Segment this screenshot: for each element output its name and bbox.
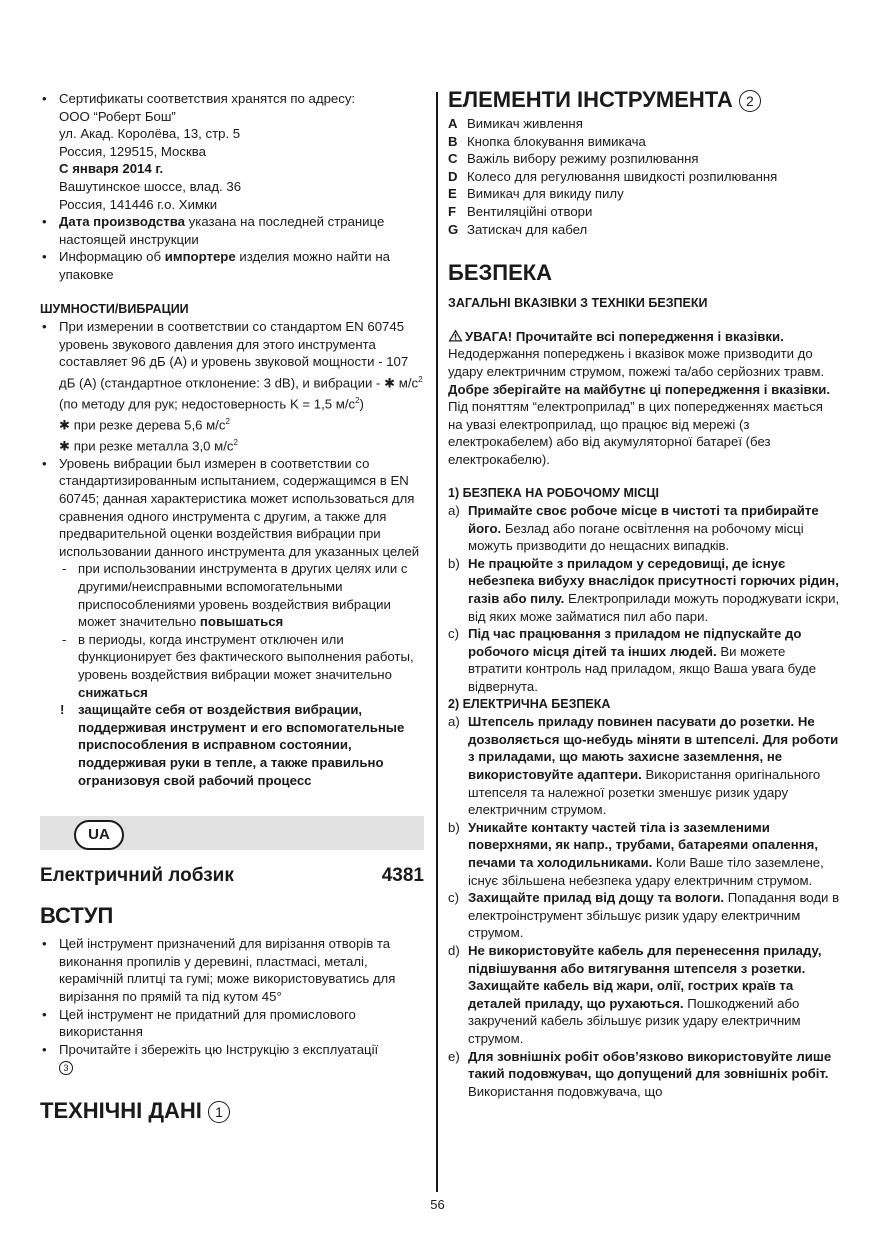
- noise-item: • При измерении в соответствии со стандартом EN 60745 уровень звукового давления для этого инструмента составляет 96 дБ (A) и уровень звуковой мощности - 107 дБ (A) (стандартное отклонение: 3 dB), и вибрации - ✱ $м/с^2$ (по методу для рук; недостоверность K = 1,5 $м/с^2$) ✱ при резке дерева 5,6 $м/с^2$ ✱ при резке металла 3,0 $м/с^2$: [40, 318, 424, 455]
- component-item: B Кнопка блокування вимикача: [448, 133, 646, 149]
- right-column: [448, 87, 840, 1100]
- safety-heading: БЕЗПЕКА: [448, 260, 553, 286]
- cert-line: Вашутинское шоссе, влад. 36: [59, 178, 242, 194]
- component-item: E Вимикач для викиду пилу: [448, 186, 624, 202]
- cert-intro: • Сертификаты соответствия хранятся по адресу:: [59, 91, 356, 106]
- electrical-item: b) Уникайте контакту частей тіла із заземленими поверхнями, як напр., трубами, батареями опалення, печами та холодильниками. Коли Ваше тіло заземлене, існує збільшена небезпека удару електричним струмом.: [448, 819, 824, 888]
- vibration-warning: ! защищайте себя от воздействия вибрации, поддерживая инструмент и его вспомогательные приспособления в исправном состоянии, поддерживая руки в тепле, а также правильно огранизовуя свой рабочий процесс: [40, 701, 424, 789]
- general-safety-heading: ЗАГАЛЬНІ ВКАЗІВКИ З ТЕХНІКИ БЕЗПЕКИ: [448, 296, 708, 311]
- warning-icon: [448, 329, 463, 342]
- electrical-item: a) Штепсель приладу повинен пасувати до розетки. Не дозволяється що-небудь міняти в штепселі. Для роботи з приладами, що мають захисне заземлення, не використовуйте адаптери. Використання оригінального штепселя та належної розетки зменшує ризик удару електричним струмом.: [448, 714, 839, 818]
- figure-ref: 3: [59, 1061, 73, 1075]
- component-item: A Вимикач живлення: [448, 116, 583, 131]
- left-column: [40, 90, 424, 1124]
- work-area-item: a) Примайте своє робоче місце в чистоті та прибирайте його. Безлад або погане освітлення на робочому місці можуть призводити до нещасних випадків.: [448, 503, 819, 554]
- work-area-heading: 1) БЕЗПЕКА НА РОБОЧОМУ МІСЦІ: [448, 485, 660, 500]
- vibration-item: • Уровень вибрации был измерен в соответствии со стандартизированным испытанием, содержащимся в EN 60745; данная характеристика может использоваться для сравнения одного инструмента с другим, а также для предварительной оценки воздействия вибрации при использовании данного инструмента для указанных целей: [40, 455, 424, 561]
- general-warning: УВАГА! Прочитайте всі попередження і вказівки. Недодержання попереджень і вказівок може призводити до удару електричним струмом, пожежі та/або серйозних травм. Добре зберігайте на майбутнє ці попередження і вказівки. Під поняттям “електроприлад” в цих попередженнях мається на увазі електроприлад, що працює від мережі (з електрокабелем) або від акумуляторної батареї (без електрокабелю).: [448, 328, 830, 467]
- language-bar: [40, 816, 424, 850]
- work-area-item: b) Не працюйте з приладом у середовищі, де існує небезпека вибуху внаслідок присутності горючих рідин, газів або пилу. Електроприлади можуть породжувати іскри, від яких може займатися пил або пари.: [448, 555, 840, 624]
- language-badge: UA: [74, 820, 124, 850]
- work-area-item: c) Під час працювання з приладом не підпускайте до робочого місця дітей та інших людей. Ви можете втратити контроль над приладом, якщо Ваша увага буде відвернута.: [448, 626, 817, 695]
- electrical-safety-heading: 2) ЕЛЕКТРИЧНА БЕЗПЕКА: [448, 696, 611, 711]
- product-title: Електричний лобзик: [40, 865, 234, 887]
- vibration-dash-increase: - при использовании инструмента в других целях или с другими/неисправными вспомогательными приспособлениями уровень воздействия вибрации может значительно повышаться: [40, 560, 424, 630]
- intro-item: • Цей інструмент не придатний для промислового використання: [40, 1006, 424, 1041]
- noise-metal: ✱ при резке металла 3,0 $м/с^2$: [59, 437, 238, 454]
- elements-heading: ЕЛЕМЕНТИ ІНСТРУМЕНТА 2: [448, 87, 840, 113]
- cert-line: ООО “Роберт Бош”: [59, 108, 176, 124]
- cert-line: ул. Акад. Королёва, 13, стр. 5: [59, 126, 241, 142]
- vibration-dash-decrease: - в периоды, когда инструмент отключен или функционирует без фактического выполнения работы, уровень воздействия вибрации может значительно снижаться: [40, 631, 424, 701]
- electrical-item: d) Не використовуйте кабель для перенесення приладу, підвішування або витягування штепселя з розетки. Захищайте кабель від жари, олії, гострих країв та деталей приладу, що рухаються. Пошкоджений або закручений кабель збільшує ризик удару електричним струмом.: [448, 942, 822, 1046]
- page-number: 56: [430, 1197, 445, 1212]
- intro-heading: ВСТУП: [40, 903, 114, 929]
- figure-ref: 1: [208, 1101, 230, 1123]
- product-title-row: [40, 864, 424, 888]
- importer-item: • Информацию об импортере изделия можно найти на упаковке: [40, 248, 424, 283]
- production-date-item: • Дата производства указана на последней странице настоящей инструкции: [40, 213, 424, 248]
- electrical-item: c) Захищайте прилад від дощу та вологи. Попадання води в електроінструмент збільшує ризик удару електричним струмом.: [448, 890, 840, 941]
- cert-since: С января 2014 г.: [59, 161, 164, 177]
- intro-item: • Прочитайте і збережіть цю Інструкцію з експлуатації 3: [40, 1041, 424, 1076]
- noise-heading: ШУМНОСТИ/ВИБРАЦИИ: [40, 301, 189, 316]
- cert-line: Россия, 129515, Москва: [59, 143, 206, 159]
- noise-wood: ✱ при резке дерева 5,6 $м/с^2$: [59, 416, 230, 433]
- figure-ref: 2: [739, 90, 761, 112]
- cert-line: Россия, 141446 г.о. Химки: [59, 196, 218, 212]
- electrical-item: e) Для зовнішніх робіт обов’язково використовуйте лише такий подовжувач, що допущений для зовнішніх робіт. Використання подовжувача, що: [448, 1048, 832, 1099]
- product-model: 4381: [381, 865, 424, 887]
- component-item: F Вентиляційні отвори: [448, 203, 593, 219]
- cert-address-block: [40, 90, 424, 213]
- component-item: C Важіль вибору режиму розпилювання: [448, 151, 699, 167]
- intro-item: • Цей інструмент призначений для вирізання отворів та виконання пропилів у деревині, пластмасі, металі, керамічній плитці та гумі; може використовуватись для вирізання по прямій та під кутом 45°: [40, 935, 424, 1005]
- column-divider: [436, 92, 438, 1192]
- component-item: D Колесо для регулювання швидкості розпилювання: [448, 168, 778, 184]
- tech-heading: ТЕХНІЧНІ ДАНІ 1: [40, 1098, 424, 1124]
- component-item: G Затискач для кабел: [448, 221, 588, 237]
- component-list: [448, 115, 840, 238]
